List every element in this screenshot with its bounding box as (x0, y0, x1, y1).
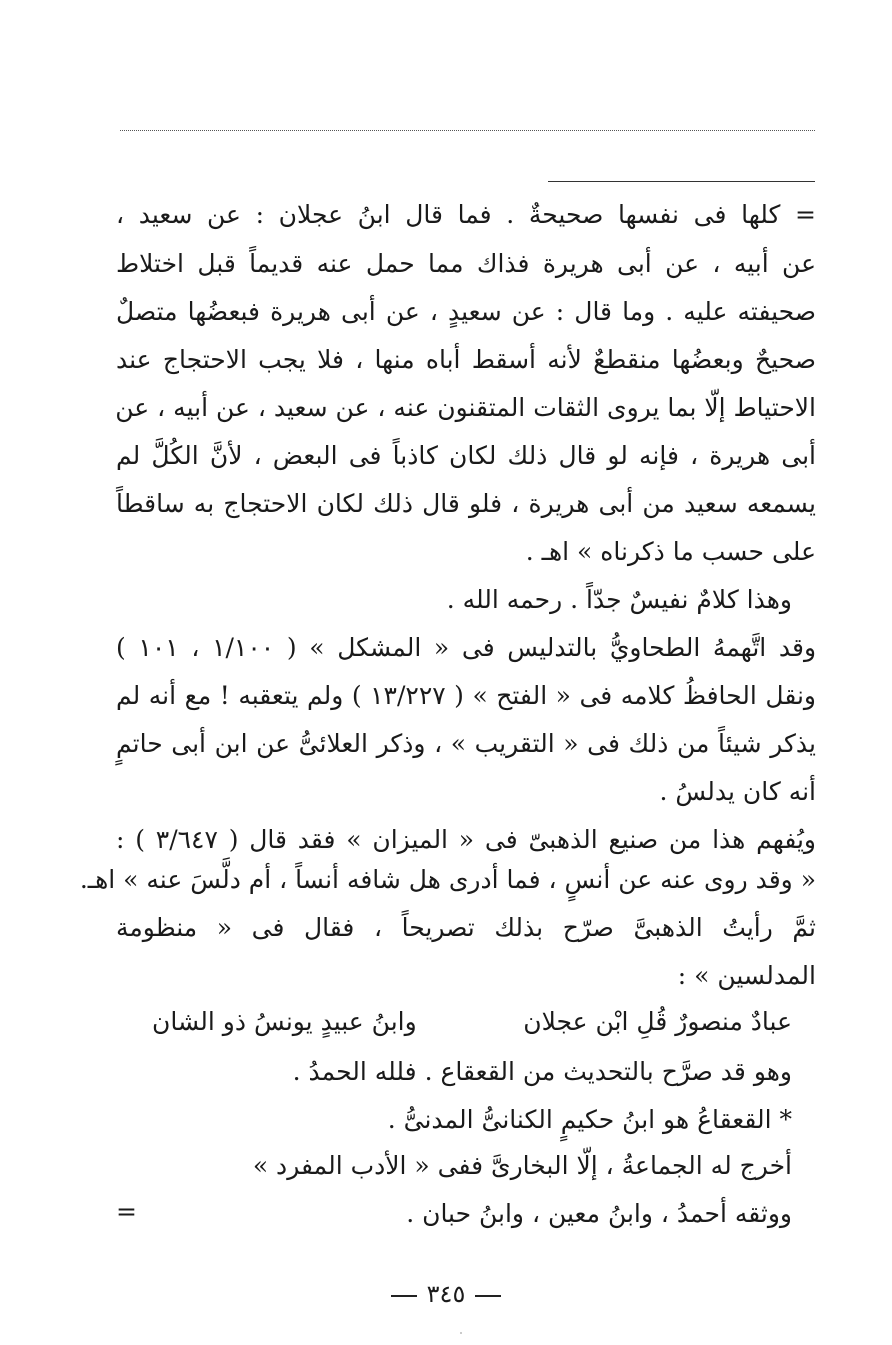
text-line: الاحتياط إلّا بما يروى الثقات المتقنون عنه ، عن سعيد ، عن أبيه ، عن (115, 393, 816, 422)
page-number (0, 1278, 892, 1310)
text-line: = كلها فى نفسها صحيحةٌ . فما قال ابنُ عجلان : عن سعيد ، (116, 200, 816, 229)
text-line: يذكر شيئاً من ذلك فى « التقريب » ، وذكر العلائىُّ عن ابن أبى حاتمٍ (116, 729, 816, 758)
text-line: ووثقه أحمدُ ، وابنُ معين ، وابنُ حبان . (406, 1199, 792, 1228)
footnote-separator-rule (548, 181, 815, 182)
text-line: ويُفهم هذا من صنيع الذهبىّ فى « الميزان » فقد قال ( ٣/٦٤٧ ) : (116, 825, 816, 854)
text-line: عن أبيه ، عن أبى هريرة فذاك مما حمل عنه قديماً قبل اختلاط (116, 249, 816, 278)
text-line: صحيفته عليه . وما قال : عن سعيدٍ ، عن أبى هريرة فبعضُها متصلٌ (116, 297, 817, 326)
text-line: المدلسين » : (677, 961, 816, 990)
text-line: ونقل الحافظُ كلامه فى « الفتح » ( ١٣/٢٢٧ ) ولم يتعقبه ! مع أنه لم (116, 681, 816, 710)
paper-speck (460, 1332, 462, 1334)
text-line: * القعقاعُ هو ابنُ حكيمٍ الكنانىُّ المدنىُّ . (387, 1105, 792, 1134)
continuation-mark: = (116, 1197, 137, 1226)
text-line: ثمَّ رأيتُ الذهبىَّ صرّح بذلك تصريحاً ، فقال فى « منظومة (116, 913, 816, 942)
text-line: وقد اتَّهمهُ الطحاويُّ بالتدليس فى « المشكل » ( ١/١٠٠ ، ١٠١ ) (116, 633, 817, 662)
text-line: يسمعه سعيد من أبى هريرة ، فلو قال ذلك لكان الاحتجاج به ساقطاً (116, 489, 816, 518)
page-number-text: ٣٤٥ (426, 1280, 466, 1308)
text-line: وهذا كلامٌ نفيسٌ جدّاً . رحمه الله . (446, 585, 792, 614)
text-line: أنه كان يدلسُ . (659, 777, 816, 806)
text-line: أخرج له الجماعةُ ، إلّا البخارىَّ ففى « الأدب المفرد » (252, 1151, 792, 1180)
text-line: أبى هريرة ، فإنه لو قال ذلك لكان كاذباً فى البعض ، لأنَّ الكُلَّ لم (116, 441, 816, 470)
verse-second-hemistich: وابنُ عبيدٍ يونسُ ذو الشان (152, 1007, 417, 1036)
text-line: وهو قد صرَّح بالتحديث من القعقاع . فلله الحمدُ . (292, 1057, 792, 1086)
dash-decoration (475, 1295, 501, 1297)
text-line: على حسب ما ذكرناه » اهـ . (525, 537, 816, 566)
dash-decoration (391, 1295, 417, 1297)
header-dotted-rule (120, 130, 815, 131)
verse-first-hemistich: عبادٌ منصورٌ قُلِ ابْن عجلان (523, 1007, 792, 1036)
text-line: صحيحٌ وبعضُها منقطعٌ لأنه أسقط أباه منها ، فلا يجب الاحتجاج عند (116, 345, 816, 374)
text-line: « وقد روى عنه عن أنسٍ ، فما أدرى هل شافه أنساً ، أم دلَّسَ عنه » اهـ. (79, 865, 816, 894)
